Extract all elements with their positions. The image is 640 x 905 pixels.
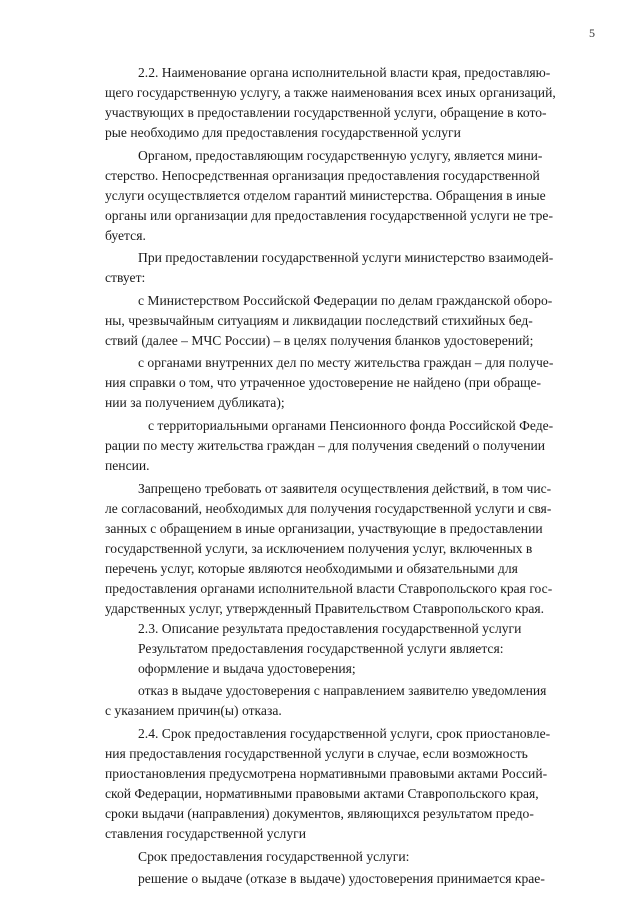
text-line: ставления государственной услуги bbox=[105, 826, 306, 841]
text-line: занных с обращением в иные организации, участвующие в предоставлении bbox=[105, 521, 543, 536]
text-line: Срок предоставления государственной услуги: bbox=[138, 849, 410, 864]
text-line: рые необходимо для предоставления государственной услуги bbox=[105, 125, 461, 140]
text-line: с указанием причин(ы) отказа. bbox=[105, 703, 282, 718]
text-line: оформление и выдача удостоверения; bbox=[138, 661, 356, 676]
text-line: предоставления органами исполнительной власти Ставропольского края гос- bbox=[105, 581, 553, 596]
text-line: сроки выдачи (направления) документов, являющихся результатом предо- bbox=[105, 806, 534, 821]
text-line: При предоставлении государственной услуги министерство взаимодей- bbox=[138, 250, 554, 265]
text-line: ле согласований, необходимых для получения государственной услуги и свя- bbox=[105, 501, 552, 516]
text-line: 2.4. Срок предоставления государственной услуги, срок приостановле- bbox=[138, 726, 551, 741]
text-line: перечень услуг, которые являются необходимыми и обязательными для bbox=[105, 561, 518, 576]
text-line: стерство. Непосредственная организация предоставления государственной bbox=[105, 168, 540, 183]
text-line: 2.2. Наименование органа исполнительной власти края, предоставляю- bbox=[138, 65, 551, 80]
text-line: Результатом предоставления государственной услуги является: bbox=[138, 641, 504, 656]
text-line: приостановления предусмотрена нормативными правовыми актами Россий- bbox=[105, 766, 548, 781]
text-line: Органом, предоставляющим государственную услугу, является мини- bbox=[138, 148, 543, 163]
text-line: пенсии. bbox=[105, 458, 150, 473]
text-line: ствий (далее – МЧС России) – в целях получения бланков удостоверений; bbox=[105, 333, 534, 348]
text-line: 2.3. Описание результата предоставления государственной услуги bbox=[138, 621, 522, 636]
page-number: 5 bbox=[589, 26, 595, 40]
text-line: ударственных услуг, утвержденный Правительством Ставропольского края. bbox=[105, 601, 545, 616]
text-line: щего государственную услугу, а также наименования всех иных организаций, bbox=[105, 85, 556, 100]
text-line: органы или организации для предоставления государственной услуги не тре- bbox=[105, 208, 553, 223]
text-line: ствует: bbox=[105, 270, 146, 285]
text-line: ской Федерации, нормативными правовыми актами Ставропольского края, bbox=[105, 786, 539, 801]
text-line: отказ в выдаче удостоверения с направлением заявителю уведомления bbox=[138, 683, 547, 698]
text-line: решение о выдаче (отказе в выдаче) удостоверения принимается крае- bbox=[138, 871, 545, 886]
text-line: с территориальными органами Пенсионного фонда Российской Феде- bbox=[148, 418, 554, 433]
text-line: нии за получением дубликата); bbox=[105, 395, 285, 410]
text-line: с Министерством Российской Федерации по делам гражданской оборо- bbox=[138, 293, 553, 308]
text-line: Запрещено требовать от заявителя осуществления действий, в том чис- bbox=[138, 481, 552, 496]
text-line: участвующих в предоставлении государственной услуги, обращение в кото- bbox=[105, 105, 547, 120]
text-line: с органами внутренних дел по месту жительства граждан – для получе- bbox=[138, 355, 554, 370]
text-line: услуги осуществляется отделом гарантий министерства. Обращения в иные bbox=[105, 188, 546, 203]
text-line: ны, чрезвычайным ситуациям и ликвидации последствий стихийных бед- bbox=[105, 313, 533, 328]
text-line: государственной услуги, за исключением получения услуг, включенных в bbox=[105, 541, 533, 556]
text-line: буется. bbox=[105, 228, 146, 243]
text-line: ния предоставления государственной услуги в случае, если возможность bbox=[105, 746, 528, 761]
text-line: рации по месту жительства граждан – для получения сведений о получении bbox=[105, 438, 546, 453]
text-line: ния справки о том, что утраченное удостоверение не найдено (при обраще- bbox=[105, 375, 542, 390]
